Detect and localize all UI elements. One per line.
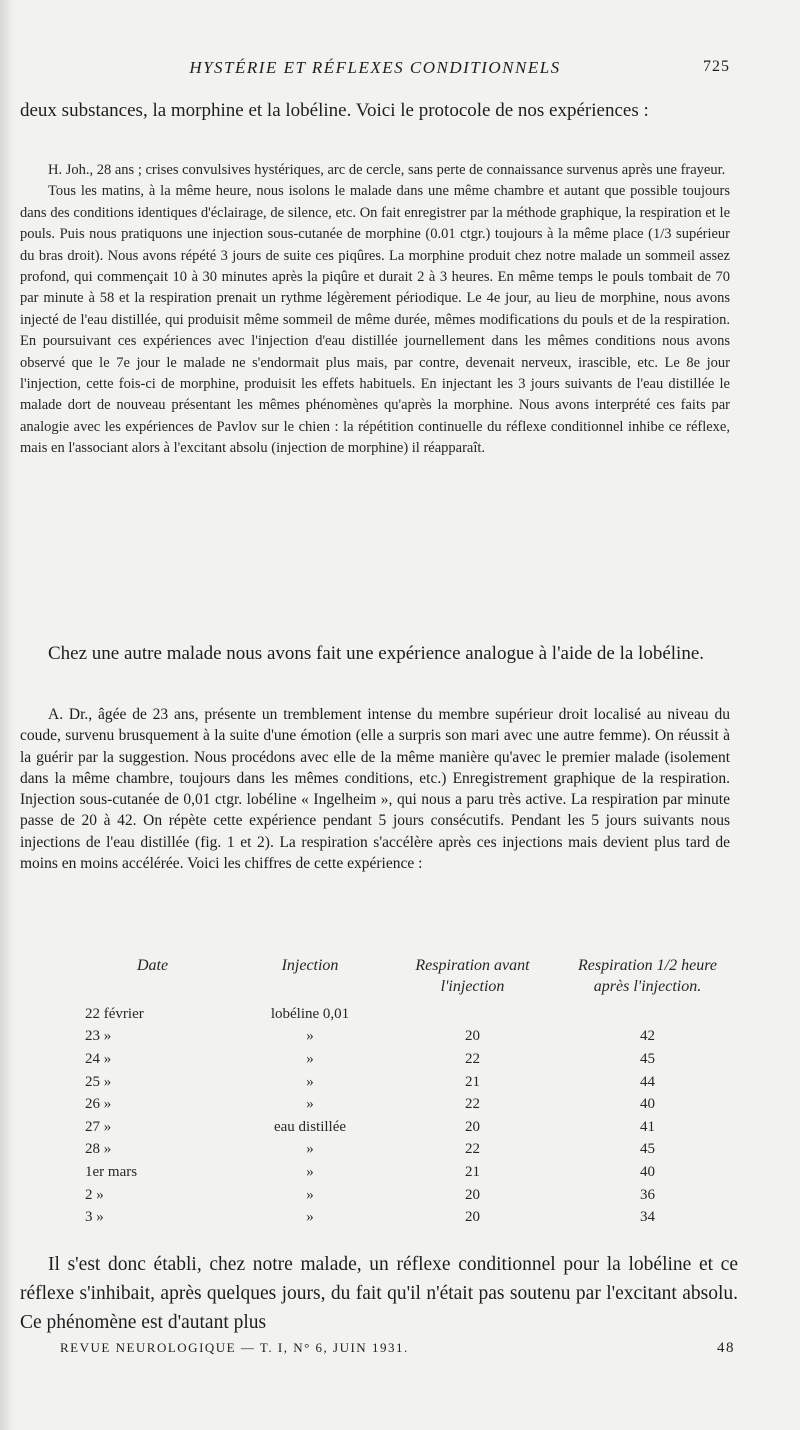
cell-before: 21 [465,1073,480,1090]
table-row [70,1116,735,1139]
cell-after: 44 [640,1073,655,1090]
running-header [20,58,730,82]
cell-date: 28 » [85,1141,112,1158]
cell-after [560,1003,735,1026]
results-table [70,955,735,1229]
intro-text: deux substances, la morphine et la lobéline. Voici le protocole de nos expériences : [20,100,649,121]
cell-before: 20 [465,1028,480,1045]
cell-date: 22 février [85,1005,144,1022]
cell-before: 20 [465,1118,480,1135]
cell-after: 40 [640,1163,655,1180]
cell-before: 22 [465,1096,480,1113]
cell-injection: » [306,1073,314,1090]
cell-injection: » [306,1028,314,1045]
cell-injection: » [306,1209,314,1226]
cell-before: 20 [465,1209,480,1226]
cell-injection: eau distillée [273,1118,347,1135]
cell-after: 42 [640,1028,655,1045]
cell-after: 40 [640,1096,655,1113]
table-row [70,1139,735,1162]
cell-injection: » [306,1163,314,1180]
cell-injection: » [306,1141,314,1158]
cell-date: 27 » [85,1118,112,1135]
page-footer [60,1340,735,1360]
cell-injection: » [306,1096,314,1113]
protocol-morphine-case: H. Joh., 28 ans ; crises convulsives hystériques, arc de cercle, sans perte de connaissance survenus après une frayeur. [48,162,726,178]
protocol-lobeline-text: A. Dr., âgée de 23 ans, présente un tremblement intense du membre supérieur droit localisé au niveau du coude, survenu brusquement à la suite d'une émotion (elle a surpris son mari avec une autre femme). On réussit à la guérir par la suggestion. Nous procédons avec elle de la même manière qu'avec le premier malade (isolement dans la même chambre, toujours dans les mêmes conditions, etc.) Enregistrement graphique de la respiration. Injection sous-cutanée de 0,01 ctgr. lobéline « Ingelheim », qui nous a paru très active. La respiration par minute passe de 20 à 42. On répète cette expérience pendant 5 jours consécutifs. Pendant les 5 jours suivants nous injections de l'eau distillée (fig. 1 et 2). La respiration s'accélère après ces injections mais devient plus tard de moins en moins accélérée. Voici les chiffres de cette expérience : [20,706,730,873]
cell-after: 45 [640,1050,655,1067]
cell-date: 24 » [85,1050,112,1067]
table-row [70,1093,735,1116]
signature-number: 48 [717,1340,735,1356]
cell-injection: » [306,1186,314,1203]
cell-injection: » [306,1050,314,1067]
conclusion-paragraph [20,1250,738,1337]
cell-after: 41 [640,1118,655,1135]
column-header-before: Respiration avant l'injection [415,957,530,995]
cell-date: 25 » [85,1073,112,1090]
cell-before [385,1003,560,1026]
transition-text: Chez une autre malade nous avons fait une expérience analogue à l'aide de la lobéline. [48,643,705,664]
table-row [70,1071,735,1094]
protocol-morphine-body: Tous les matins, à la même heure, nous isolons le malade dans une même chambre et autant que possible toujours dans des conditions identiques d'éclairage, de silence, etc. On fait enregistrer par la méthode graphique, la respiration et le pouls. Puis nous pratiquons une injection sous-cutanée de morphine (0.01 ctgr.) toujours à la même place (1/3 supérieur du bras droit). Nous avons répété 3 jours de suite ces piqûres. La morphine produit chez notre malade un sommeil assez profond, qui commençait 10 à 30 minutes après la piqûre et durait 2 à 3 heures. En même temps le pouls tombait de 70 par minute à 58 et la respiration prenait un rythme légèrement périodique. Le 4e jour, au lieu de morphine, nous avons injecté de l'eau distillée, qui produisit même sommeil de même durée, mêmes modifications du pouls et de la respiration. En poursuivant ces expériences avec l'injection d'eau distillée journellement dans les mêmes conditions nous avons observé que le 7e jour le malade ne s'endormait plus mais, par contre, devenait nerveux, irascible, etc. Le 8e jour l'injection, cette fois-ci de morphine, produisit les effets habituels. En injectant les 3 jours suivants de l'eau distillée le malade dort de nouveau présentant les mêmes phénomènes qu'après la morphine. Nous avons interprété ces faits par analogie avec les expériences de Pavlov sur le chien : la répétition continuelle du réflexe conditionnel inhibe ce réflexe, mais en l'associant alors à l'excitant absolu (injection de morphine) il réapparaît. [20,183,730,457]
column-header-injection: Injection [281,957,339,974]
page-number: 725 [703,58,730,75]
table-row [70,1003,735,1026]
cell-date: 1er mars [85,1163,138,1180]
cell-before: 21 [465,1163,480,1180]
column-header-date: Date [136,957,169,974]
cell-date: 23 » [85,1028,112,1045]
protocol-lobeline [20,704,730,874]
cell-date: 2 » [85,1186,104,1203]
table-row [70,1048,735,1071]
table-header-row [70,955,735,1003]
cell-date: 3 » [85,1209,104,1226]
intro-paragraph [20,100,730,122]
cell-after: 45 [640,1141,655,1158]
column-header-after: Respiration 1/2 heure après l'injection. [578,957,717,995]
cell-before: 22 [465,1141,480,1158]
table-row [70,1161,735,1184]
conclusion-text: Il s'est donc établi, chez notre malade, un réflexe conditionnel pour la lobéline et ce réflexe s'inhibait, après quelques jours, du fait qu'il n'était pas soutenu par l'excitant absolu. Ce phénomène est d'autant plus [20,1254,738,1333]
cell-after: 36 [640,1186,655,1203]
transition-paragraph [20,643,730,665]
table-row [70,1184,735,1207]
running-title: HYSTÉRIE ET RÉFLEXES CONDITIONNELS [189,58,561,77]
protocol-morphine [20,160,730,460]
cell-before: 22 [465,1050,480,1067]
journal-citation: REVUE NEUROLOGIQUE — T. I, N° 6, JUIN 1931. [60,1340,409,1355]
cell-after: 34 [640,1209,655,1226]
cell-date: 26 » [85,1096,112,1113]
binding-shadow [0,0,14,1430]
table-row [70,1026,735,1049]
table-row [70,1206,735,1229]
cell-injection: lobéline 0,01 [270,1005,350,1022]
cell-before: 20 [465,1186,480,1203]
